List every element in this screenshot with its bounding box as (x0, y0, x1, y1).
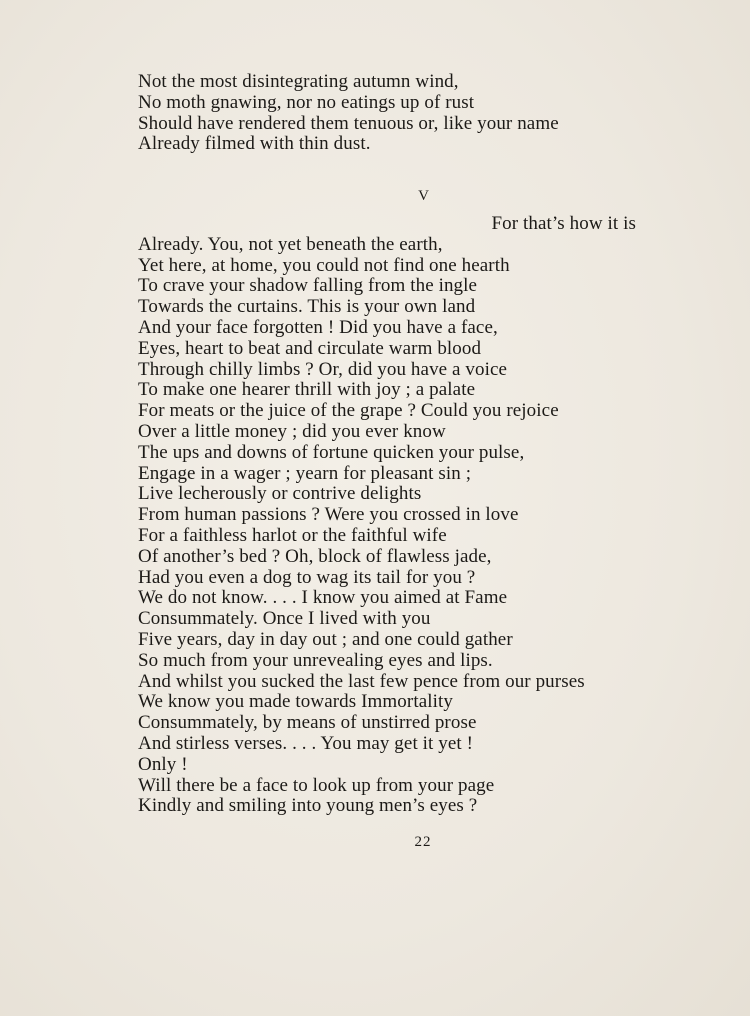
stanza-main (138, 214, 698, 817)
section-numeral: V (418, 188, 430, 204)
poem-line: For a faithless harlot or the faithful wife (138, 524, 447, 546)
poem-line: To crave your shadow falling from the ingle (138, 275, 478, 297)
poem-line: Had you even a dog to wag its tail for you ? (138, 566, 476, 588)
poem-line: And stirless verses. . . . You may get it yet ! (138, 732, 474, 754)
poem-line: Yet here, at home, you could not find one hearth (138, 254, 510, 276)
poem-line: Live lecherously or contrive delights (138, 483, 422, 505)
poem-line: Of another’s bed ? Oh, block of flawless jade, (138, 545, 492, 567)
poem-line: Five years, day in day out ; and one could gather (138, 628, 513, 650)
poem-line: No moth gnawing, nor no eatings up of rust (138, 91, 475, 113)
poem-line: Through chilly limbs ? Or, did you have a voice (138, 358, 508, 380)
stanza-top (138, 72, 698, 155)
poem-line: Not the most disintegrating autumn wind, (138, 71, 459, 92)
poem-line: Engage in a wager ; yearn for pleasant sin ; (138, 462, 472, 484)
page-number: 22 (414, 834, 432, 850)
poem-line: And your face forgotten ! Did you have a face, (138, 316, 498, 338)
poem-line: From human passions ? Were you crossed in love (138, 504, 519, 526)
poem-line: Towards the curtains. This is your own land (138, 296, 476, 318)
poem-line: And whilst you sucked the last few pence from our purses (138, 670, 585, 692)
poem-line: Eyes, heart to beat and circulate warm blood (138, 337, 482, 359)
poem-line: Only ! (138, 753, 188, 775)
poem-line: Should have rendered them tenuous or, like your name (138, 112, 559, 134)
poem-line: For meats or the juice of the grape ? Could you rejoice (138, 400, 559, 422)
poem-line: Consummately, by means of unstirred prose (138, 712, 477, 734)
poem-line: To make one hearer thrill with joy ; a palate (138, 379, 476, 401)
poem-line: Kindly and smiling into young men’s eyes ? (138, 795, 478, 817)
poem-line: Over a little money ; did you ever know (138, 420, 446, 442)
poem-line: Will there be a face to look up from your page (138, 774, 495, 796)
poem-line: Already filmed with thin dust. (138, 133, 371, 155)
poem-line-indented: For that’s how it is (491, 213, 636, 234)
poem-line: So much from your unrevealing eyes and lips. (138, 649, 493, 671)
poem-line: Already. You, not yet beneath the earth, (138, 233, 443, 255)
poem-line: We do not know. . . . I know you aimed at Fame (138, 587, 508, 609)
poem-line: Consummately. Once I lived with you (138, 608, 431, 630)
poem-line: We know you made towards Immortality (138, 691, 453, 713)
poem-line: The ups and downs of fortune quicken your pulse, (138, 441, 525, 463)
